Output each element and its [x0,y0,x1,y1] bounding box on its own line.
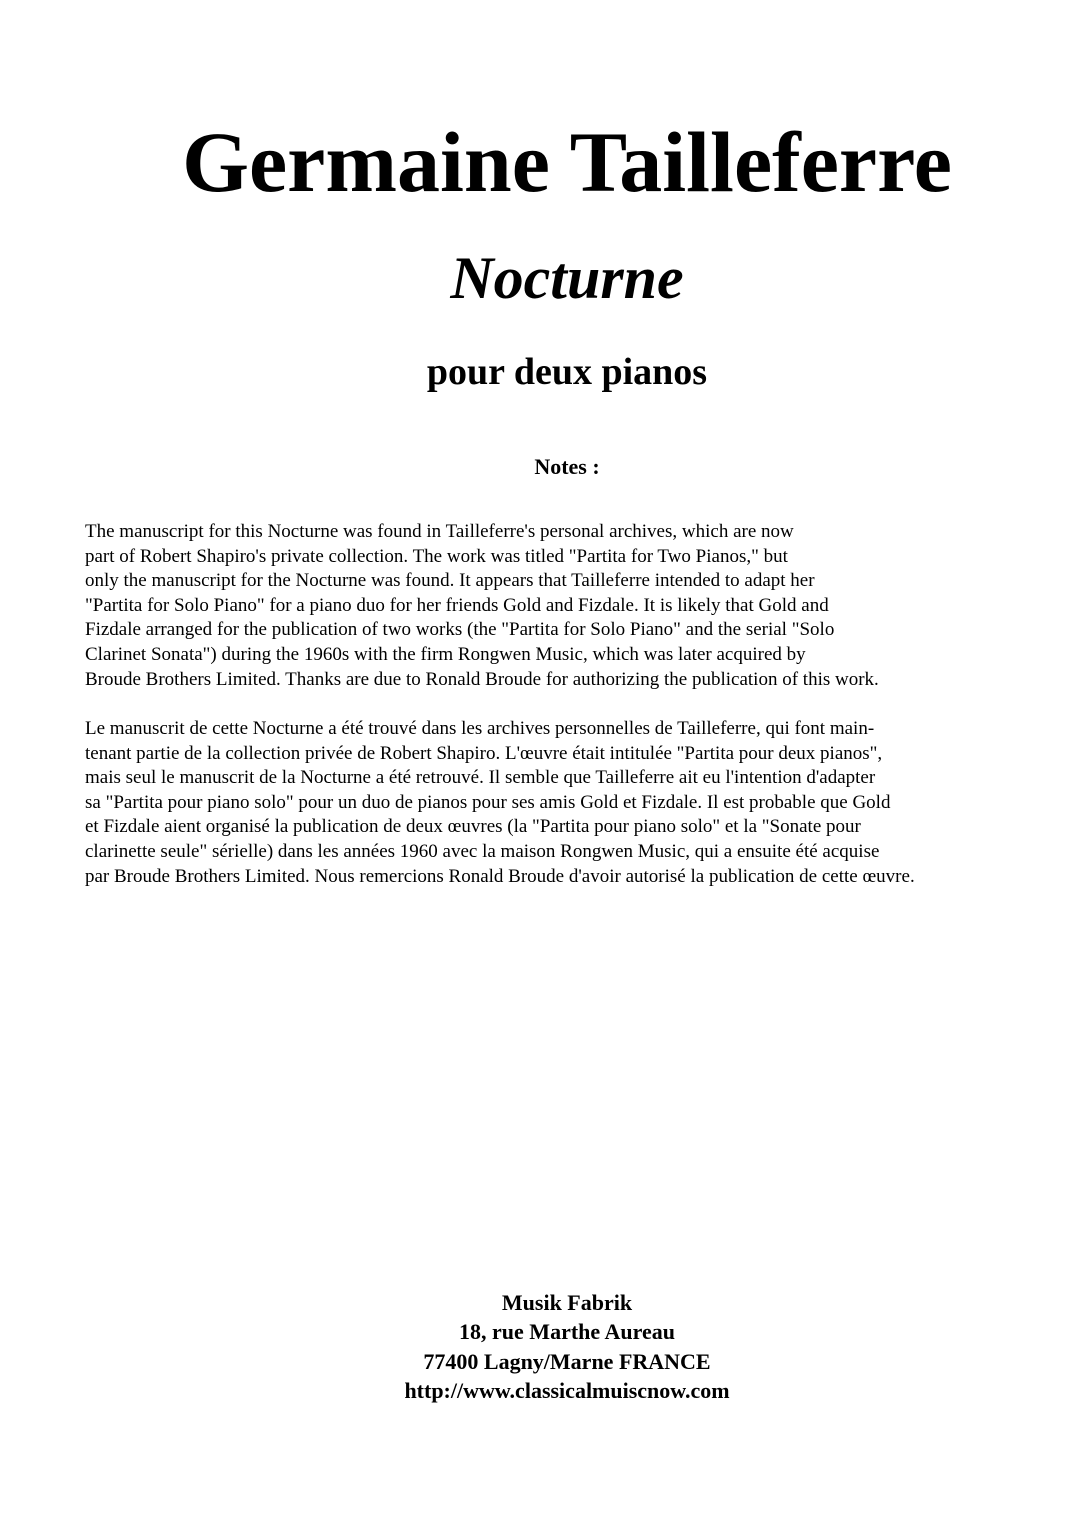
notes-heading: Notes : [534,454,600,479]
text-line: sa "Partita pour piano solo" pour un duo de pianos pour ses amis Gold et Fizdale. Il est probable que Gold [85,791,891,813]
publisher-street: 18, rue Marthe Aureau [459,1319,675,1345]
composer-name: Germaine Tailleferre [182,114,952,210]
publisher-website: http://www.classicalmuiscnow.com [404,1377,730,1403]
text-line: tenant partie de la collection privée de Robert Shapiro. L'œuvre était intitulée "Partita pour deux pianos", [85,742,883,764]
text-line: Le manuscrit de cette Nocturne a été trouvé dans les archives personnelles de Tailleferre, qui font main- [85,718,875,739]
text-line: only the manuscript for the Nocturne was found. It appears that Tailleferre intended to adapt her [85,570,815,592]
text-line: Clarinet Sonata") during the 1960s with the firm Rongwen Music, which was later acquired by [85,643,806,665]
text-line: Fizdale arranged for the publication of two works (the "Partita for Solo Piano" and the serial "Solo [85,619,835,641]
text-line: mais seul le manuscrit de la Nocturne a été retrouvé. Il semble que Tailleferre ait eu l'intention d'adapter [85,767,876,789]
notes-paragraph-english [85,520,1055,692]
text-line: clarinette seule" sérielle) dans les années 1960 avec la maison Rongwen Music, qui a ensuite été acquise [85,840,880,862]
text-line: The manuscript for this Nocturne was found in Tailleferre's personal archives, which are now [85,521,794,542]
work-subtitle: pour deux pianos [426,351,708,393]
text-line: Broude Brothers Limited. Thanks are due to Ronald Broude for authorizing the publication of this work. [85,668,879,690]
text-line: et Fizdale aient organisé la publication de deux œuvres (la "Partita pour piano solo" et la "Sonate pour [85,816,861,838]
publisher-name: Musik Fabrik [501,1290,633,1315]
text-line: par Broude Brothers Limited. Nous remercions Ronald Broude d'avoir autorisé la publication de cette œuvre. [85,865,915,887]
publisher-block [0,1288,1071,1405]
work-title: Nocturne [450,245,684,311]
notes-paragraph-french [85,717,1055,889]
publisher-city: 77400 Lagny/Marne FRANCE [423,1348,711,1374]
text-line: part of Robert Shapiro's private collection. The work was titled "Partita for Two Pianos," but [85,545,788,567]
text-line: "Partita for Solo Piano" for a piano duo for her friends Gold and Fizdale. It is likely that Gold and [85,594,829,616]
